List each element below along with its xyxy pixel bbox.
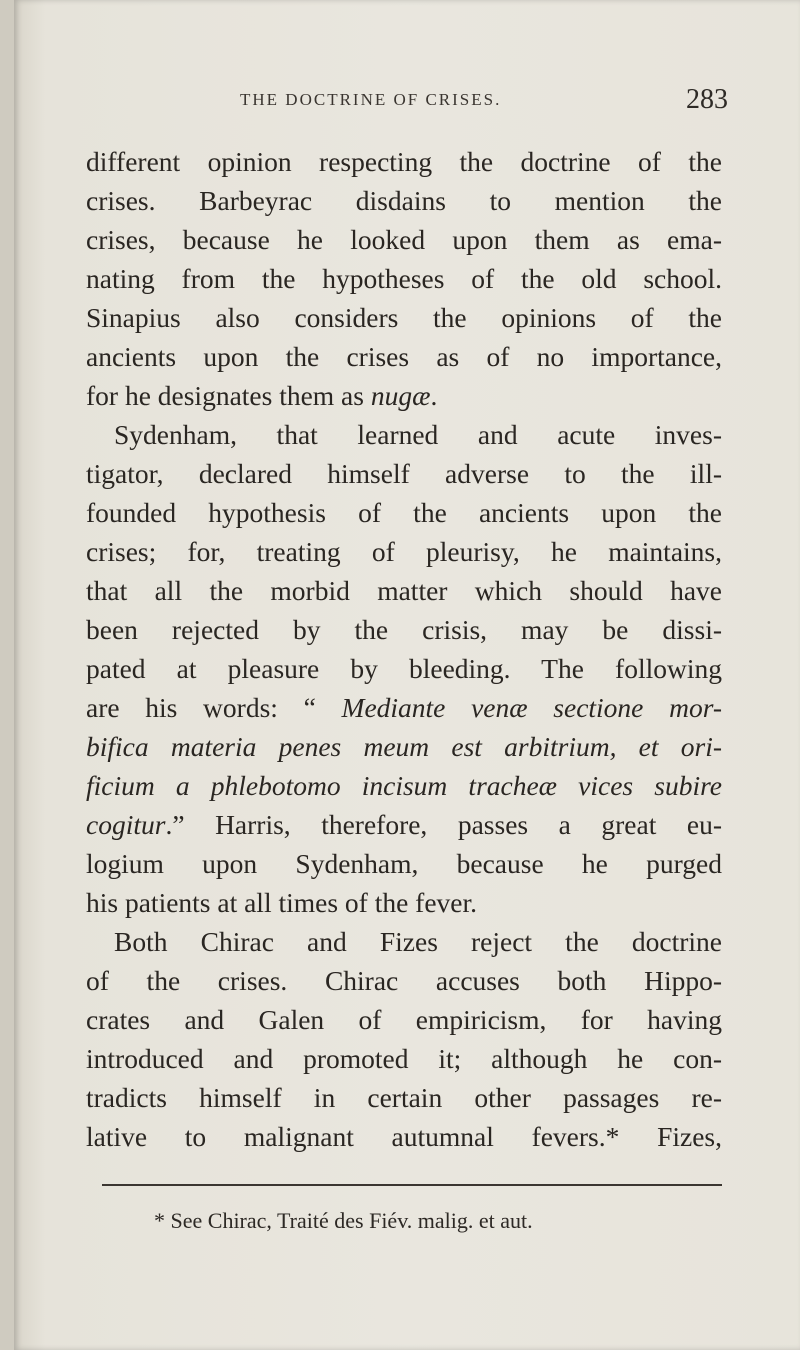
text-line: his patients at all times of the fever. [86, 887, 478, 918]
page-number: 283 [686, 84, 728, 115]
text-line: founded hypothesis of the ancients upon the [86, 497, 722, 528]
text-line: Sydenham, that learned and acute inves- [114, 419, 722, 450]
text-line: crises. Barbeyrac disdains to mention the [86, 185, 722, 216]
text-line: of the crises. Chirac accuses both Hippo- [86, 965, 722, 996]
text-line: for he designates them as nugæ. [86, 380, 438, 411]
text-line: logium upon Sydenham, because he purged [86, 848, 722, 879]
text-line: lative to malignant autumnal fevers.* Fizes, [86, 1121, 722, 1152]
text-line: bifica materia penes meum est arbitrium, et ori- [86, 731, 722, 762]
page-left-edge [0, 0, 14, 1350]
text-line: tradicts himself in certain other passages re- [86, 1082, 722, 1113]
text-line: crises; for, treating of pleurisy, he maintains, [86, 536, 722, 567]
text-line: been rejected by the crisis, may be dissi- [86, 614, 722, 645]
running-head: THE DOCTRINE OF CRISES. [240, 90, 502, 109]
text-line: Sinapius also considers the opinions of the [86, 302, 722, 333]
footnote: * See Chirac, Traité des Fiév. malig. et aut. [154, 1208, 533, 1233]
text-line: are his words: “ Mediante venæ sectione mor- [86, 692, 722, 723]
text-line: that all the morbid matter which should have [86, 575, 722, 606]
body-text [86, 142, 722, 1156]
text-line: Both Chirac and Fizes reject the doctrine [114, 926, 722, 957]
footnote-rule [102, 1184, 722, 1186]
text-line: crates and Galen of empiricism, for having [86, 1004, 722, 1035]
text-line: crises, because he looked upon them as ema- [86, 224, 722, 255]
text-line: pated at pleasure by bleeding. The following [86, 653, 722, 684]
text-line: ficium a phlebotomo incisum tracheæ vices subire [86, 770, 722, 801]
text-line: introduced and promoted it; although he con- [86, 1043, 722, 1074]
text-line: tigator, declared himself adverse to the ill- [86, 458, 722, 489]
text-line: cogitur.” Harris, therefore, passes a great eu- [86, 809, 722, 840]
text-line: different opinion respecting the doctrine of the [86, 146, 722, 177]
text-line: nating from the hypotheses of the old school. [86, 263, 722, 294]
book-page [14, 0, 800, 1350]
text-line: ancients upon the crises as of no importance, [86, 341, 722, 372]
